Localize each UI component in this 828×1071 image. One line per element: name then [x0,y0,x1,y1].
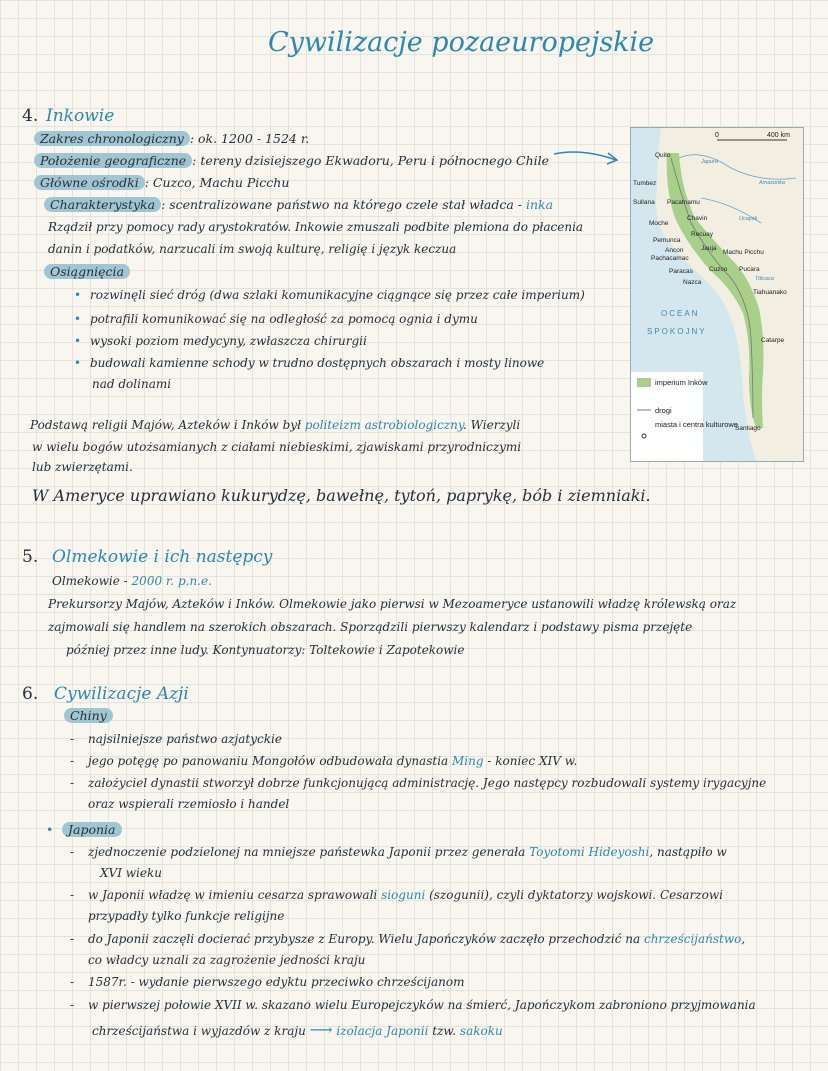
line-text: : ok. 1200 - 1524 r. [189,131,310,146]
map-river-label: Japurá [701,159,718,165]
map-city: Paracas [669,268,693,275]
text-line: Prekursorzy Majów, Azteków i Inków. Olmekowie jako pierwsi w Mezoameryce ustanowili władzę królewską oraz [48,597,737,611]
text-line: przypadły tylko funkcje religijne [88,909,285,923]
label-highlight: Japonia [62,822,122,837]
map-city: Pemunca [653,237,681,244]
line-text: - koniec XIV w. [483,754,578,768]
line-text: : Cuzco, Machu Picchu [144,175,290,190]
map-city: Machu Picchu [723,249,764,256]
subheading-japan [62,822,122,837]
list-item [88,888,723,902]
text-line: XVI wieku [100,866,162,880]
legend-cities: miasta i centra kulturowe [655,420,738,429]
text-line: danin i podatków, narzucali im swoją kulturę, religię i język keczua [48,242,457,256]
line-characteristics [44,197,553,212]
map-city: Cuzco [709,266,728,273]
map-ocean-label: SPOKOJNY [647,327,707,336]
text-line: zajmowali się handlem na szerokich obszarach. Sporządzili pierwszy kalendarz i podstawy pisma przejęte [48,620,693,634]
list-item: • rozwinęli sieć dróg (dwa szlaki komunikacyjne ciągnące się przez całe imperium) [90,288,585,302]
line-text: Podstawą religii Majów, Azteków i Inków był [30,418,305,432]
text-line: W Ameryce uprawiano kukurydzę, bawełnę, tytoń, paprykę, bób i ziemniaki. [32,486,651,505]
line-text: (szogunii), czyli dyktatorzy wojskowi. Cesarzowi [425,888,723,902]
text-line: nad dolinami [92,377,172,391]
map-city: Recuay [691,231,714,238]
line-text: chrześcijaństwa i wyjazdów z kraju [92,1024,306,1038]
page-title: Cywilizacje pozaeuropejskie [268,27,655,58]
map-city: Nazca [683,279,702,286]
line-centers [34,175,289,190]
highlight-term: Toyotomi Hideyoshi [529,845,650,859]
line-text: : scentralizowane państwo na którego czele stał władca - [161,197,526,212]
text-line: co władcy uznali za zagrożenie jedności kraju [88,953,366,967]
highlight-term: chrześcijaństwo [643,932,742,946]
map-city: Tiahuanako [753,289,787,296]
line-chronology [34,131,309,146]
arrow-icon [552,146,622,168]
map-city: Ancon [665,247,684,254]
map-city: Santiago [735,425,761,432]
line-text: jego potęgę po panowaniu Mongołów odbudowała dynastia [88,754,453,768]
list-item [88,754,577,768]
section-heading: Inkowie [46,106,115,126]
map-city: Chavin [687,215,708,222]
text-line: w wielu bogów utożsamianych z ciałami niebieskimi, zjawiskami przyrodniczymi [32,440,522,454]
highlight-term: politeizm astrobiologiczny [304,418,464,432]
list-item: - najsilniejsze państwo azjatyckie [88,732,282,746]
highlight-term: 2000 r. p.n.e. [131,574,212,588]
line-text: , [741,932,746,946]
section-number: 4. [22,106,39,126]
line-text: zjednoczenie podzielonej na mniejsze państewka Japonii przez generała [88,845,530,859]
line-text: tzw. [432,1024,460,1038]
list-item [88,845,727,859]
list-item: - 1587r. - wydanie pierwszego edyktu przeciwko chrześcijanom [88,975,464,989]
label-highlight: Charakterystyka [44,197,161,212]
map-city: Sullana [633,199,655,206]
legend-swatch [637,378,651,387]
list-item: • wysoki poziom medycyny, zwłaszcza chirurgii [90,334,367,348]
text-line [52,574,212,588]
section-heading: Olmekowie i ich następcy [52,547,273,567]
section-heading: Cywilizacje Azji [54,684,189,704]
section-number: 6. [22,684,39,704]
map-city: Tumbez [633,180,657,187]
legend-empire: imperium Inków [655,378,708,387]
text-line [92,1020,503,1039]
text-line: oraz wspierali rzemiosło i handel [88,797,290,811]
section-number: 5. [22,547,39,567]
arrow-icon: ⟶ [309,1020,333,1039]
map-city: Catarpe [761,337,785,344]
label-highlight: Główne ośrodki [34,175,145,190]
highlight-term: inka [525,197,554,212]
map-scale-0: 0 [715,132,719,139]
map-scale-400: 400 km [767,132,790,139]
subheading-china [64,708,113,723]
line-text: w Japonii władzę w imieniu cesarza sprawowali [88,888,382,902]
map-river-label: Titicaca [755,276,774,282]
map-city: Quito [655,152,671,159]
map-river-label: Ucayali [739,216,758,222]
line-location [34,153,549,168]
text-line: Rządził przy pomocy rady arystokratów. Inkowie zmuszali podbite plemiona do płacenia [48,220,584,234]
line-text: , nastąpiło w [649,845,727,859]
line-text: . Wierzyli [463,418,521,432]
map-city: Pacatnamu [667,199,700,206]
highlight-term: Ming [452,754,484,768]
line-text: : tereny dzisiejszego Ekwadoru, Peru i północnego Chile [192,153,550,168]
list-item [88,932,745,946]
line-text: Olmekowie - [52,574,132,588]
label-highlight: Położenie geograficzne [34,153,192,168]
inca-map [630,127,804,462]
list-item: - założyciel dynastii stworzył dobrze funkcjonującą administrację. Jego następcy rozbudowali systemy irygacyjne [88,776,766,790]
map-river-label: Amazonka [759,180,785,186]
map-city: Pachacamac [651,255,689,262]
list-item: • budowali kamienne schody w trudno dostępnych obszarach i mosty linowe [90,356,544,370]
highlight-term: sioguni [381,888,426,902]
text-line: lub zwierzętami. [32,460,133,474]
map-city: Moche [649,220,669,227]
legend-roads: drogi [655,406,672,415]
list-item: • potrafili komunikować się na odległość za pomocą ognia i dymu [90,312,478,326]
highlight-term: sakoku [459,1024,503,1038]
map-city: Jauja [701,245,717,252]
label-highlight: Zakres chronologiczny [34,131,190,146]
text-line [30,418,520,432]
label-highlight: Osiągnięcia [44,264,130,279]
list-item: - w pierwszej połowie XVII w. skazano wielu Europejczyków na śmierć, Japończykom zabroniono przyjmowania [88,998,756,1012]
highlight-term: izolacja Japonii [336,1024,429,1038]
text-line: później przez inne ludy. Kontynuatorzy: Toltekowie i Zapotekowie [66,643,465,657]
map-city: Pucara [739,266,760,273]
map-ocean-label: OCEAN [661,309,700,318]
line-achievements [44,264,130,279]
label-highlight: Chiny [64,708,113,723]
line-text: do Japonii zaczęli docierać przybysze z Europy. Wielu Japończyków zaczęło przechodzić na [88,932,644,946]
